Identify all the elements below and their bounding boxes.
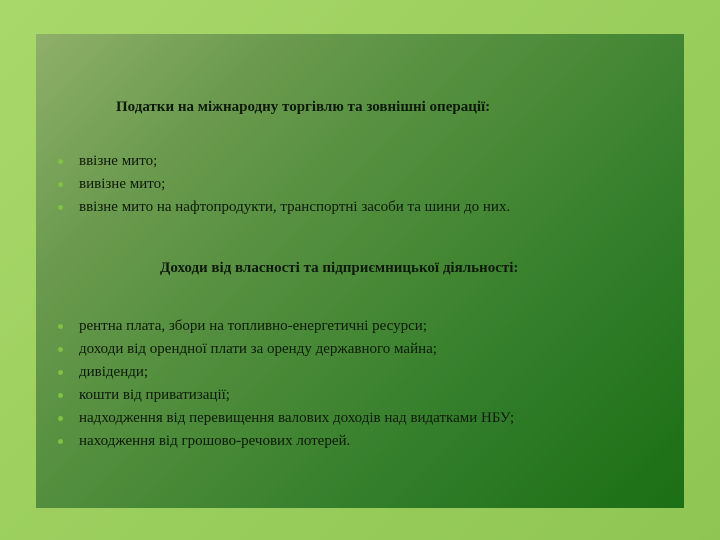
list-item-text: кошти від приватизації; — [79, 387, 230, 403]
slide-content-panel — [36, 34, 684, 508]
list-item — [36, 407, 514, 430]
list-item — [36, 430, 514, 453]
list-item-text: надходження від перевищення валових доходів над видатками НБУ; — [79, 410, 515, 426]
section-heading-foreign-trade-taxes: Податки на міжнародну торгівлю та зовнішні операції: — [116, 99, 491, 115]
foreign-trade-taxes-list — [36, 150, 510, 219]
bullet-dot-icon — [58, 347, 63, 352]
bullet-dot-icon — [58, 159, 63, 164]
bullet-dot-icon — [58, 205, 63, 210]
property-income-list — [36, 315, 514, 453]
list-item-text: находження від грошово-речових лотерей. — [79, 433, 351, 449]
list-item — [36, 173, 510, 196]
list-item — [36, 338, 514, 361]
bullet-dot-icon — [58, 393, 63, 398]
list-item-text: ввізне мито на нафтопродукти, транспортні засоби та шини до них. — [79, 199, 511, 215]
list-item-text: дивіденди; — [79, 364, 149, 380]
list-item — [36, 196, 510, 219]
bullet-dot-icon — [58, 324, 63, 329]
bullet-dot-icon — [58, 370, 63, 375]
list-item — [36, 384, 514, 407]
list-item-text: доходи від орендної плати за оренду державного майна; — [79, 341, 437, 357]
section-heading-property-income: Доходи від власності та підприємницької діяльності: — [160, 260, 519, 276]
list-item-text: ввізне мито; — [79, 153, 158, 169]
list-item-text: рентна плата, збори на топливно-енергетичні ресурси; — [79, 318, 427, 334]
list-item-text: вивізне мито; — [79, 176, 166, 192]
list-item — [36, 361, 514, 384]
bullet-dot-icon — [58, 416, 63, 421]
bullet-dot-icon — [58, 439, 63, 444]
bullet-dot-icon — [58, 182, 63, 187]
list-item — [36, 150, 510, 173]
list-item — [36, 315, 514, 338]
